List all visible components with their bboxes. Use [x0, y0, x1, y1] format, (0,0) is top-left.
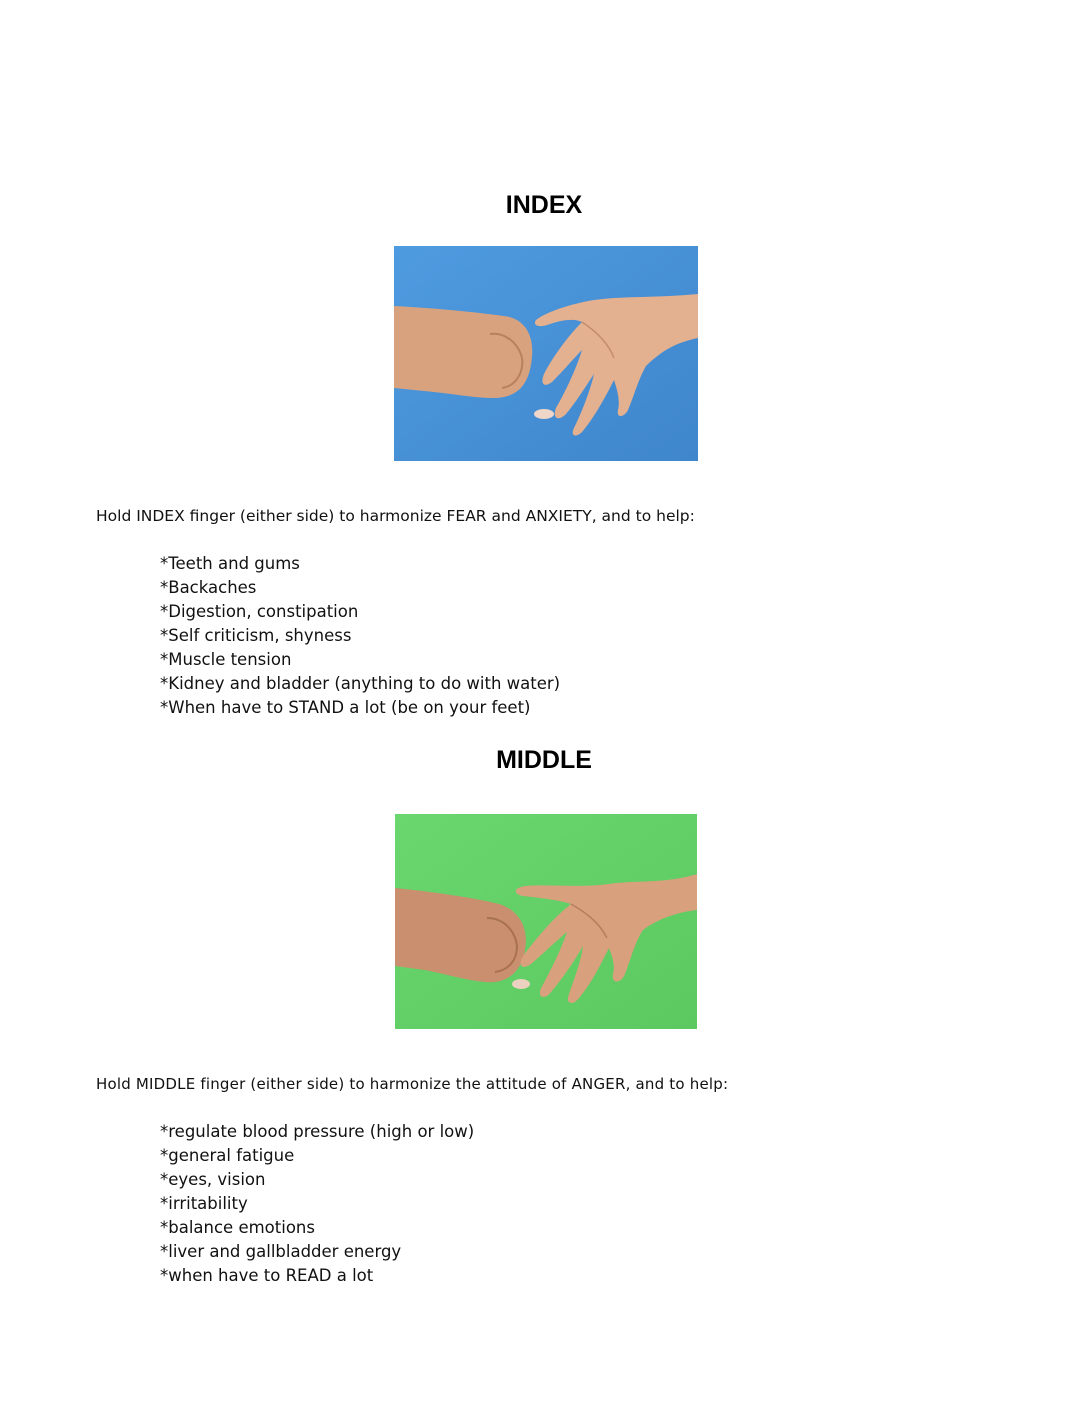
list-item: *general fatigue	[160, 1146, 295, 1165]
list-item: *eyes, vision	[160, 1170, 266, 1189]
middle-heading: MIDDLE	[496, 746, 592, 774]
middle-benefits-list	[160, 1120, 474, 1288]
list-item: *Digestion, constipation	[160, 602, 359, 621]
list-item: *Self criticism, shyness	[160, 626, 352, 645]
list-item: *liver and gallbladder energy	[160, 1242, 402, 1261]
list-item: *Backaches	[160, 578, 257, 597]
list-item: *When have to STAND a lot (be on your feet)	[160, 698, 531, 717]
list-item: *regulate blood pressure (high or low)	[160, 1122, 475, 1141]
hands-holding-middle-finger-image	[395, 814, 697, 1029]
list-item: *when have to READ a lot	[160, 1266, 374, 1285]
index-benefits-list	[160, 552, 560, 720]
list-item: *balance emotions	[160, 1218, 315, 1237]
list-item: *irritability	[160, 1194, 248, 1213]
list-item: *Kidney and bladder (anything to do with water)	[160, 674, 561, 693]
list-item: *Muscle tension	[160, 650, 292, 669]
index-heading: INDEX	[505, 191, 583, 219]
middle-intro-text: Hold MIDDLE finger (either side) to harmonize the attitude of ANGER, and to help:	[96, 1075, 729, 1093]
list-item: *Teeth and gums	[160, 554, 300, 573]
hands-holding-index-finger-image	[394, 246, 698, 461]
index-intro-text: Hold INDEX finger (either side) to harmonize FEAR and ANXIETY, and to help:	[96, 507, 695, 525]
